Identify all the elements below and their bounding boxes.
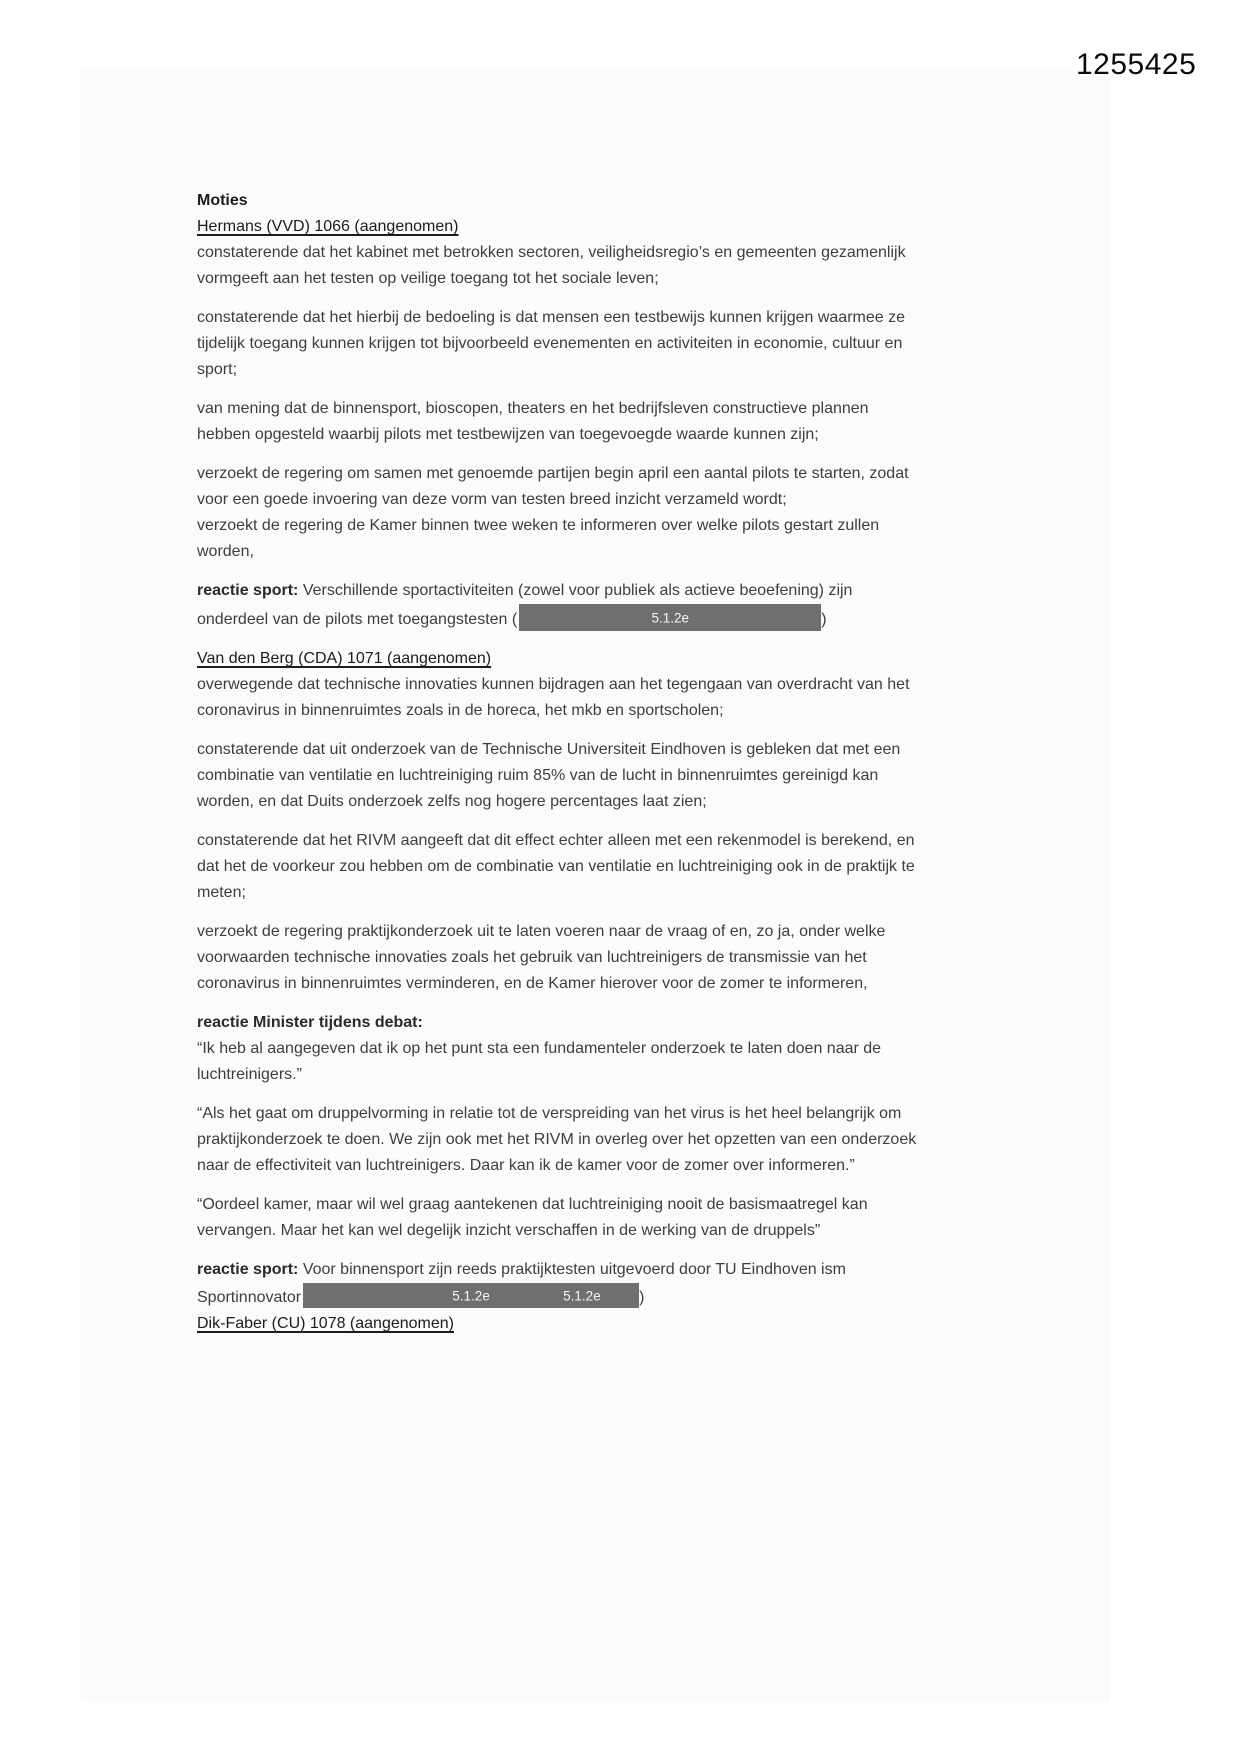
motion-paragraph: constaterende dat uit onderzoek van de Technische Universiteit Eindhoven is gebleken dat met een combinatie van ventilatie en luchtreiniging ruim 85% van de lucht in binnenruimtes gereinigd kan worden, en dat Duits onderzoek zelfs nog hogere percentages laat zien; [197,741,901,810]
reactie-minister-paragraph [197,1010,924,1088]
reactie-minister-label: reactie Minister tijdens debat: [197,1014,423,1031]
reactie-sport-label: reactie sport: [197,1261,299,1278]
redaction-bar [303,1283,639,1308]
minister-quote: “Als het gaat om druppelvorming in relatie tot de verspreiding van het virus is het heel belangrijk om praktijkonderzoek te doen. We zijn ook met het RIVM in overleg over het opzetten van een onderzoek naar de effectiviteit van luchtreinigers. Daar kan ik de kamer voor de zomer over informeren.” [197,1105,917,1174]
reactie-sport-paragraph [197,578,924,633]
redaction-code-label: 5.1.2e [563,1287,601,1303]
redaction-code-label: 5.1.2e [452,1287,490,1303]
motion-request-paragraph [197,461,924,565]
page-title: Moties [197,192,248,209]
reactie-sport-text: Voor binnensport zijn reeds praktijktesten uitgevoerd door TU Eindhoven ism Sportinnovator [197,1261,846,1306]
minister-quote: “Oordeel kamer, maar wil wel graag aantekenen dat luchtreiniging nooit de basismaatregel kan vervangen. Maar het kan wel degelijk inzicht verschaffen in de werking van de druppels” [197,1196,868,1239]
motion-paragraph: van mening dat de binnensport, bioscopen, theaters en het bedrijfsleven constructieve plannen hebben opgesteld waarbij pilots met testbewijzen van toegevoegde waarde kunnen zijn; [197,400,869,443]
document-reference-number: 1255425 [1076,48,1197,81]
redaction-bar [519,604,821,631]
reactie-sport-label: reactie sport: [197,582,299,599]
request-clause: verzoekt de regering de Kamer binnen twee weken te informeren over welke pilots gestart zullen worden, [197,517,880,560]
request-clause: verzoekt de regering om samen met genoemde partijen begin april een aantal pilots te starten, zodat voor een goede invoering van deze vorm van testen breed inzicht verzameld wordt; [197,465,909,508]
motion-paragraph: overwegende dat technische innovaties kunnen bijdragen aan het tegengaan van overdracht van het coronavirus in binnenruimtes zoals in de horeca, het mkb en sportscholen; [197,676,910,719]
motion-paragraph: constaterende dat het kabinet met betrokken sectoren, veiligheidsregio’s en gemeenten gezamenlijk vormgeeft aan het testen op veilige toegang tot het sociale leven; [197,244,906,287]
redaction-code-label: 5.1.2e [651,609,689,625]
closing-paren: ) [821,611,827,628]
document-body [197,188,924,1337]
motion-paragraph: constaterende dat het RIVM aangeeft dat dit effect echter alleen met een rekenmodel is berekend, en dat het de voorkeur zou hebben om de combinatie van ventilatie en luchtreiniging ook in de praktijk te meten; [197,832,915,901]
reactie-sport-text: Verschillende sportactiviteiten (zowel voor publiek als actieve beoefening) zijn onderdeel van de pilots met toegangstesten ( [197,582,853,628]
motion-paragraph: verzoekt de regering praktijkonderzoek uit te laten voeren naar de vraag of en, zo ja, onder welke voorwaarden technische innovaties zoals het gebruik van luchtreinigers de transmissie van het coronavirus in binnenruimtes verminderen, en de Kamer hierover voor de zomer te informeren, [197,923,886,992]
motion-heading-hermans: Hermans (VVD) 1066 (aangenomen) [197,218,459,235]
minister-quote: “Ik heb al aangegeven dat ik op het punt sta een fundamenteler onderzoek te laten doen naar de luchtreinigers.” [197,1040,882,1083]
reactie-sport-paragraph [197,1257,924,1311]
closing-paren: ) [639,1289,645,1306]
motion-heading-van-den-berg: Van den Berg (CDA) 1071 (aangenomen) [197,650,492,667]
motion-paragraph: constaterende dat het hierbij de bedoeling is dat mensen een testbewijs kunnen krijgen waarmee ze tijdelijk toegang kunnen krijgen tot bijvoorbeeld evenementen en activiteiten in economie, cultuur en sport; [197,309,905,378]
motion-heading-dik-faber: Dik-Faber (CU) 1078 (aangenomen) [197,1315,454,1332]
